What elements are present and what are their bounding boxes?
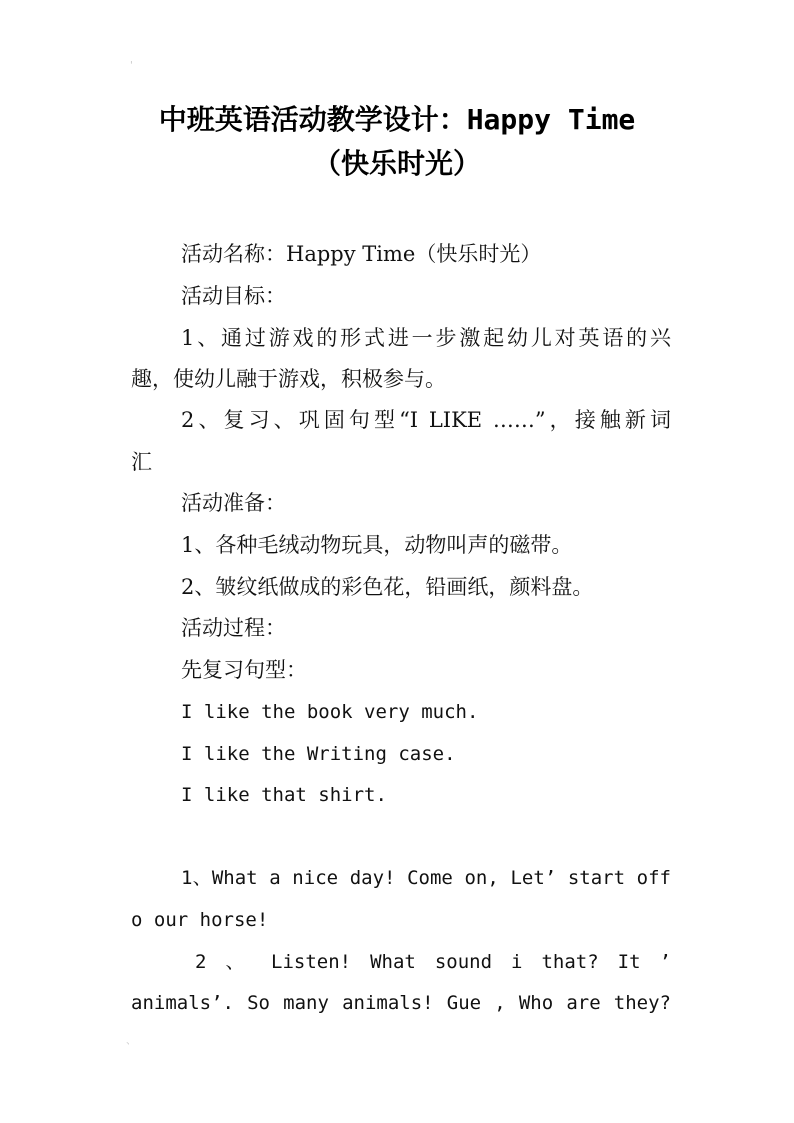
sentence-2: I like the Writing case. <box>181 743 456 765</box>
section-heading-goals: 活动目标： <box>181 284 286 308</box>
section-heading-preparation: 活动准备： <box>181 491 286 515</box>
sentence-1: I like the book very much. <box>181 701 479 723</box>
section-heading-process: 活动过程： <box>181 616 286 640</box>
corner-mark-bottom: 、 <box>126 1036 136 1047</box>
title-line-2: （快乐时光） <box>312 147 481 180</box>
goal-1-line-1: 1、通过游戏的形式进一步激起幼儿对英语的兴 <box>181 326 671 350</box>
preparation-1: 1、各种毛绒动物玩具，动物叫声的磁带。 <box>181 533 573 557</box>
corner-mark-top: ' <box>130 60 133 71</box>
review-intro: 先复习句型： <box>181 658 307 682</box>
sentence-3: I like that shirt. <box>181 784 387 806</box>
step-1-line-2: o our horse! <box>131 909 269 931</box>
goal-2-line-1: 2、复习、巩固句型“I LIKE ……”，接触新词 <box>181 408 671 432</box>
activity-name: 活动名称：Happy Time（快乐时光） <box>181 242 542 266</box>
goal-1-line-2: 趣，使幼儿融于游戏，积极参与。 <box>131 367 446 391</box>
title-line-1: 中班英语活动教学设计：Happy Time <box>158 103 636 136</box>
step-2-line-1: 2 、 Listen! What sound i that? It ’ <box>195 951 671 973</box>
preparation-2: 2、皱纹纸做成的彩色花，铅画纸，颜料盘。 <box>181 575 594 599</box>
step-1-line-1: 1、What a nice day! Come on, Let’ start off <box>181 867 671 889</box>
goal-2-line-2: 汇 <box>131 450 152 474</box>
step-2-line-2: animals’. So many animals! Gue , Who are they? <box>131 992 671 1014</box>
